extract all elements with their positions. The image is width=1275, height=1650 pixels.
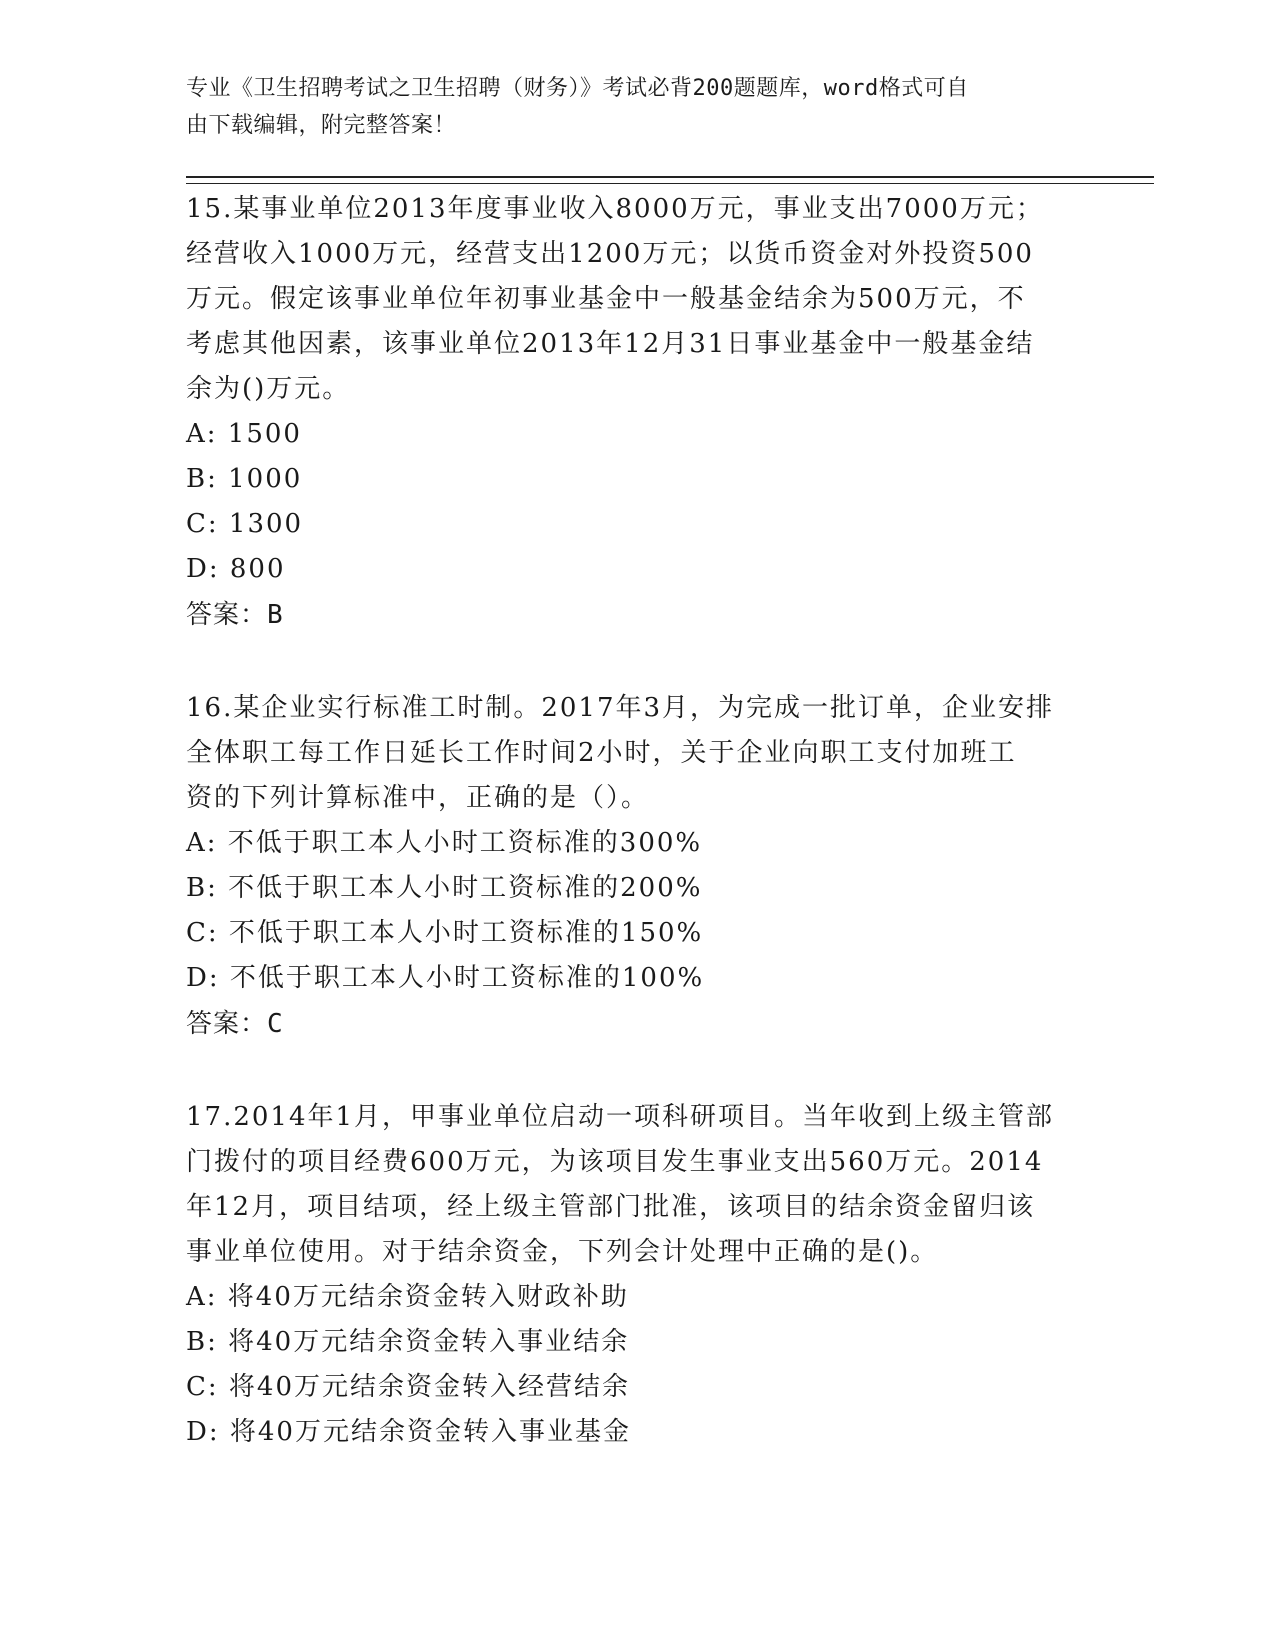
option-a: A: 不低于职工本人小时工资标准的300% — [186, 828, 703, 858]
option-d: D: 不低于职工本人小时工资标准的100% — [186, 963, 705, 993]
question-16 — [186, 686, 1086, 1047]
question-stem-line: 余为()万元。 — [186, 374, 351, 404]
option-c: C: 1300 — [186, 509, 304, 539]
question-stem-line: 年12月，项目结项，经上级主管部门批准，该项目的结余资金留归该 — [186, 1192, 1036, 1222]
option-b: B: 将40万元结余资金转入事业结余 — [186, 1327, 630, 1357]
header-rule-thin — [186, 183, 1154, 184]
option-a: A: 1500 — [186, 419, 302, 449]
question-stem-line: 15.某事业单位2013年度事业收入8000万元，事业支出7000万元； — [186, 194, 1044, 224]
option-d: D: 800 — [186, 554, 286, 584]
question-17 — [186, 1095, 1086, 1455]
question-stem-line: 考虑其他因素，该事业单位2013年12月31日事业基金中一般基金结 — [186, 329, 1035, 359]
answer: 答案：B — [186, 600, 284, 630]
question-stem-line: 全体职工每工作日延长工作时间2小时，关于企业向职工支付加班工 — [186, 738, 1017, 768]
question-stem-line: 万元。假定该事业单位年初事业基金中一般基金结余为500万元，不 — [186, 284, 1026, 314]
question-stem-line: 17.2014年1月，甲事业单位启动一项科研项目。当年收到上级主管部 — [186, 1102, 1055, 1132]
option-c: C: 将40万元结余资金转入经营结余 — [186, 1372, 631, 1402]
option-a: A: 将40万元结余资金转入财政补助 — [186, 1282, 629, 1312]
header-line-2: 由下载编辑，附完整答案！ — [186, 113, 457, 138]
answer: 答案：C — [186, 1009, 284, 1039]
question-stem-line: 门拨付的项目经费600万元，为该项目发生事业支出560万元。2014 — [186, 1147, 1044, 1177]
question-stem-line: 16.某企业实行标准工时制。2017年3月，为完成一批订单，企业安排 — [186, 693, 1055, 723]
option-c: C: 不低于职工本人小时工资标准的150% — [186, 918, 704, 948]
question-stem-line: 事业单位使用。对于结余资金，下列会计处理中正确的是()。 — [186, 1237, 939, 1267]
option-b: B: 不低于职工本人小时工资标准的200% — [186, 873, 703, 903]
header-line-1: 专业《卫生招聘考试之卫生招聘（财务）》考试必背200题题库，word格式可自 — [186, 76, 969, 101]
option-d: D: 将40万元结余资金转入事业基金 — [186, 1417, 631, 1447]
question-15 — [186, 187, 1086, 638]
header-rule-thick — [186, 176, 1154, 178]
question-stem-line: 经营收入1000万元，经营支出1200万元；以货币资金对外投资500 — [186, 239, 1034, 269]
option-b: B: 1000 — [186, 464, 303, 494]
document-header — [186, 70, 1066, 144]
question-stem-line: 资的下列计算标准中，正确的是（）。 — [186, 783, 650, 813]
